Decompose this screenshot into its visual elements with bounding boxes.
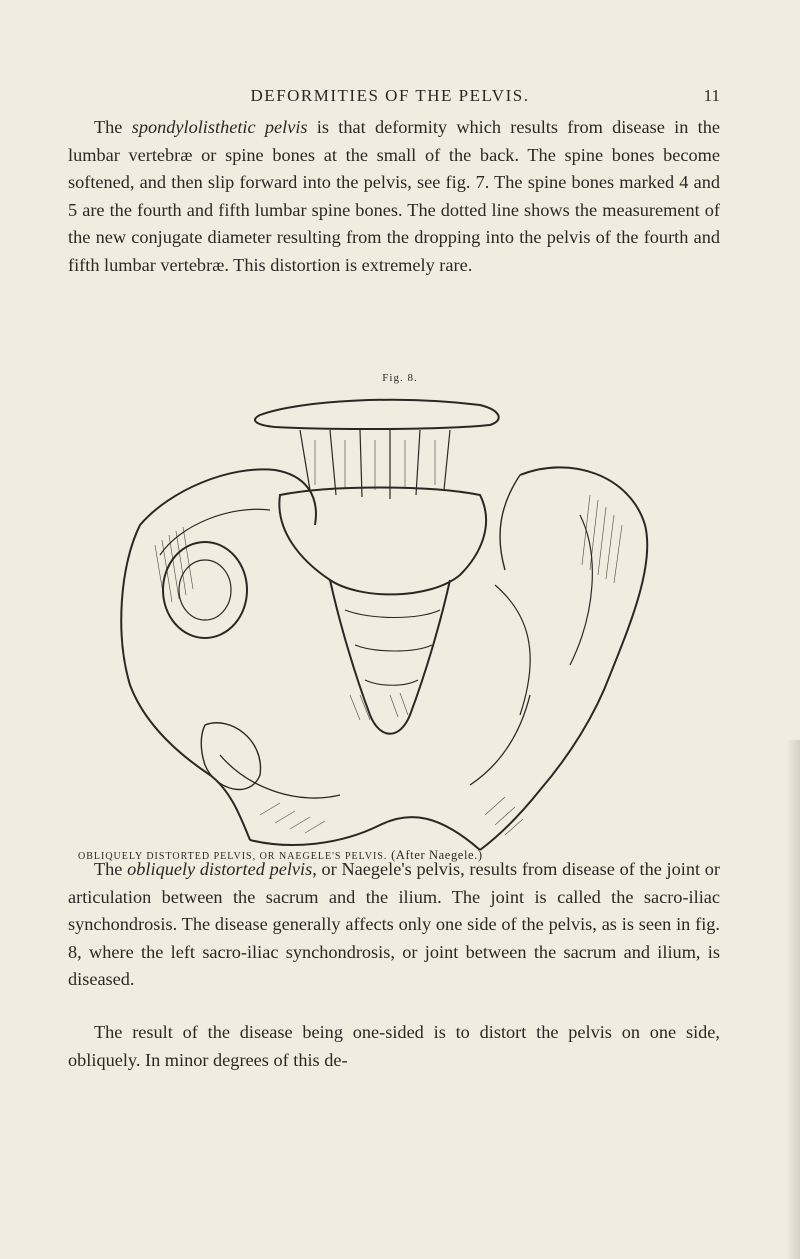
- caption-credit: (After Naegele.): [391, 848, 483, 862]
- figure-label: Fig. 8.: [382, 372, 418, 384]
- paragraph-body: is that deformity which results from disease in the lumbar vertebræ or spine bones at the small of the back. The spine bones become softened, and then slip forward into the pelvis, see fig. 7. The spine bones marked 4 and 5 are the fourth and fifth lumbar spine bones. The dotted line shows the measurement of the new conjugate diameter resulting from the dropping into the pelvis of the fourth and fifth lumbar vertebræ. This distortion is extremely rare.: [68, 117, 720, 275]
- paragraph-lead: The: [94, 859, 128, 879]
- pelvis-illustration: [100, 395, 680, 865]
- paragraph-lead: The: [94, 117, 132, 137]
- paragraph-body: The result of the disease being one-sided is to distort the pelvis on one side, obliquely. In minor degrees of this de-: [68, 1022, 720, 1070]
- paragraph-result: [68, 1019, 720, 1074]
- paragraph-spondylolisthetic: [68, 114, 720, 279]
- term-obliquely-distorted-pelvis: obliquely distorted pelvis: [127, 859, 313, 879]
- page-number: 11: [703, 86, 720, 105]
- caption-title: OBLIQUELY DISTORTED PELVIS, OR NAEGELE'S PELVIS.: [78, 851, 388, 862]
- paragraph-oblique: [68, 856, 720, 994]
- running-title: DEFORMITIES OF THE PELVIS.: [250, 86, 530, 105]
- page-edge-shadow: [786, 740, 800, 1259]
- paragraph-body: , or Naegele's pelvis, results from disease of the joint or articulation between the sacrum and the ilium. The joint is called the sacro-iliac synchondrosis. The disease generally affects only one side of the pelvis, as is seen in fig. 8, where the left sacro-iliac synchondrosis, or joint between the sacrum and ilium, is diseased.: [68, 859, 720, 989]
- running-header: [60, 86, 720, 106]
- term-spondylolisthetic-pelvis: spondylolisthetic pelvis: [131, 117, 308, 137]
